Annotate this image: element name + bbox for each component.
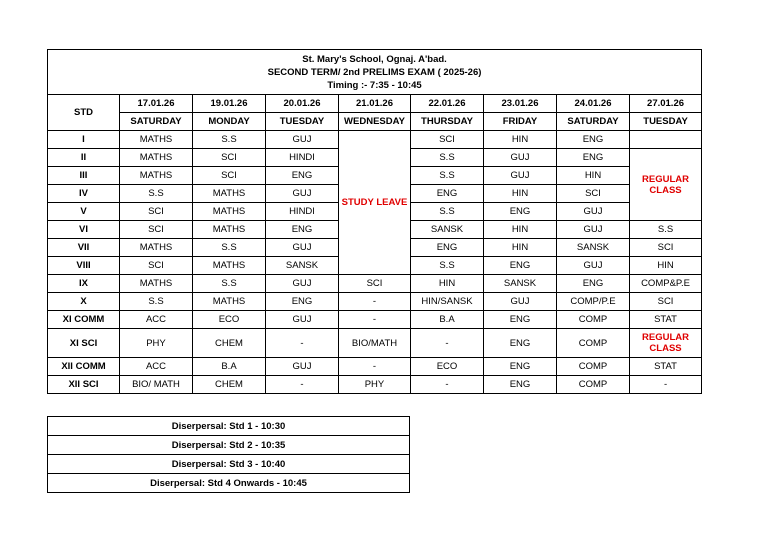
subject-cell: BIO/MATH	[339, 329, 411, 358]
std-cell: XI SCI	[48, 329, 120, 358]
subject-cell: MATHS	[193, 257, 266, 275]
std-cell: XII COMM	[48, 358, 120, 376]
subject-cell: GUJ	[484, 293, 557, 311]
subject-cell: PHY	[339, 376, 411, 394]
subject-cell: -	[266, 329, 339, 358]
exam-timing: Timing :- 7:35 - 10:45	[327, 79, 422, 91]
subject-cell: HIN	[411, 275, 484, 293]
subject-cell: ENG	[411, 239, 484, 257]
subject-cell: HINDI	[266, 203, 339, 221]
subject-cell: SCI	[630, 239, 702, 257]
subject-cell: -	[339, 358, 411, 376]
subject-cell: ENG	[411, 185, 484, 203]
subject-cell: SANSK	[411, 221, 484, 239]
table-row	[48, 358, 702, 376]
subject-cell: HIN	[484, 131, 557, 149]
day-header: TUESDAY	[266, 113, 339, 131]
subject-cell: S.S	[630, 221, 702, 239]
subject-cell: SANSK	[266, 257, 339, 275]
subject-cell: S.S	[120, 185, 193, 203]
subject-cell: MATHS	[120, 131, 193, 149]
subject-cell: COMP	[557, 329, 630, 358]
subject-cell: -	[339, 293, 411, 311]
std-cell: V	[48, 203, 120, 221]
subject-cell: MATHS	[120, 275, 193, 293]
std-cell: XI COMM	[48, 311, 120, 329]
subject-cell: GUJ	[266, 275, 339, 293]
subject-cell: BIO/ MATH	[120, 376, 193, 394]
day-header: SATURDAY	[120, 113, 193, 131]
subject-cell: S.S	[411, 257, 484, 275]
subject-cell: GUJ	[484, 149, 557, 167]
day-header: TUESDAY	[630, 113, 702, 131]
subject-cell: -	[266, 376, 339, 394]
subject-cell: COMP&P.E	[630, 275, 702, 293]
exam-schedule-table	[47, 49, 702, 394]
subject-cell: GUJ	[557, 257, 630, 275]
subject-cell: GUJ	[266, 311, 339, 329]
subject-cell: HINDI	[266, 149, 339, 167]
std-cell: VIII	[48, 257, 120, 275]
dispersal-row: Diserpersal: Std 2 - 10:35	[48, 436, 410, 455]
subject-cell: GUJ	[266, 185, 339, 203]
subject-cell: HIN	[484, 239, 557, 257]
subject-cell: MATHS	[120, 149, 193, 167]
subject-cell: GUJ	[484, 167, 557, 185]
std-cell: VI	[48, 221, 120, 239]
subject-cell: ENG	[557, 149, 630, 167]
std-cell: IV	[48, 185, 120, 203]
table-row	[48, 275, 702, 293]
school-name: St. Mary's School, Ognaj. A'bad.	[302, 53, 447, 65]
std-cell: VII	[48, 239, 120, 257]
table-row	[48, 293, 702, 311]
regular-class-cell: REGULAR CLASS	[630, 329, 702, 358]
subject-cell: ENG	[484, 257, 557, 275]
table-row	[48, 329, 702, 358]
table-row	[48, 376, 702, 394]
subject-cell: CHEM	[193, 376, 266, 394]
dispersal-row: Diserpersal: Std 4 Onwards - 10:45	[48, 474, 410, 493]
std-cell: X	[48, 293, 120, 311]
subject-cell: ACC	[120, 311, 193, 329]
subject-cell: ENG	[484, 329, 557, 358]
subject-cell: SCI	[193, 149, 266, 167]
subject-cell: -	[411, 376, 484, 394]
date-header: 21.01.26	[339, 95, 411, 113]
subject-cell: ENG	[266, 167, 339, 185]
date-header: 23.01.26	[484, 95, 557, 113]
subject-cell: SCI	[630, 293, 702, 311]
subject-cell: B.A	[193, 358, 266, 376]
subject-cell: SANSK	[557, 239, 630, 257]
subject-cell: -	[411, 329, 484, 358]
subject-cell: HIN	[484, 221, 557, 239]
table-row	[48, 131, 702, 149]
subject-cell: COMP	[557, 311, 630, 329]
day-header: SATURDAY	[557, 113, 630, 131]
date-header: 19.01.26	[193, 95, 266, 113]
subject-cell: S.S	[411, 167, 484, 185]
date-header: 24.01.26	[557, 95, 630, 113]
subject-cell: GUJ	[266, 358, 339, 376]
subject-cell: GUJ	[266, 131, 339, 149]
std-header: STD	[48, 95, 120, 131]
table-row	[48, 311, 702, 329]
dispersal-row: Diserpersal: Std 3 - 10:40	[48, 455, 410, 474]
subject-cell: MATHS	[193, 185, 266, 203]
subject-cell: COMP	[557, 358, 630, 376]
subject-cell: S.S	[120, 293, 193, 311]
subject-cell: SCI	[193, 167, 266, 185]
std-cell: I	[48, 131, 120, 149]
date-header: 22.01.26	[411, 95, 484, 113]
subject-cell: CHEM	[193, 329, 266, 358]
subject-cell: S.S	[411, 203, 484, 221]
day-header: WEDNESDAY	[339, 113, 411, 131]
schedule-title	[48, 50, 702, 95]
exam-name: SECOND TERM/ 2nd PRELIMS EXAM ( 2025-26)	[267, 66, 482, 78]
subject-cell: GUJ	[266, 239, 339, 257]
subject-cell: MATHS	[193, 293, 266, 311]
subject-cell: GUJ	[557, 203, 630, 221]
date-header: 17.01.26	[120, 95, 193, 113]
subject-cell: ENG	[484, 358, 557, 376]
day-header: FRIDAY	[484, 113, 557, 131]
subject-cell: PHY	[120, 329, 193, 358]
date-header: 27.01.26	[630, 95, 702, 113]
subject-cell: HIN	[484, 185, 557, 203]
std-cell: IX	[48, 275, 120, 293]
subject-cell: COMP	[557, 376, 630, 394]
study-leave-cell: STUDY LEAVE	[339, 131, 411, 275]
subject-cell: HIN	[557, 167, 630, 185]
dispersal-row: Diserpersal: Std 1 - 10:30	[48, 417, 410, 436]
subject-cell: -	[630, 376, 702, 394]
subject-cell: S.S	[193, 131, 266, 149]
std-cell: III	[48, 167, 120, 185]
subject-cell: STAT	[630, 358, 702, 376]
std-cell: II	[48, 149, 120, 167]
subject-cell: SCI	[120, 221, 193, 239]
date-header: 20.01.26	[266, 95, 339, 113]
subject-cell: MATHS	[120, 239, 193, 257]
day-header: THURSDAY	[411, 113, 484, 131]
subject-cell: ACC	[120, 358, 193, 376]
subject-cell: -	[339, 311, 411, 329]
dispersal-table	[47, 416, 410, 493]
subject-cell: S.S	[193, 275, 266, 293]
subject-cell: SCI	[411, 131, 484, 149]
day-header: MONDAY	[193, 113, 266, 131]
subject-cell: GUJ	[557, 221, 630, 239]
subject-cell: MATHS	[120, 167, 193, 185]
subject-cell: COMP/P.E	[557, 293, 630, 311]
subject-cell: S.S	[411, 149, 484, 167]
subject-cell: SANSK	[484, 275, 557, 293]
subject-cell: STAT	[630, 311, 702, 329]
subject-cell: ECO	[411, 358, 484, 376]
subject-cell: B.A	[411, 311, 484, 329]
std-cell: XII SCI	[48, 376, 120, 394]
subject-cell: SCI	[120, 203, 193, 221]
subject-cell: SCI	[557, 185, 630, 203]
subject-cell: ECO	[193, 311, 266, 329]
subject-cell: ENG	[266, 293, 339, 311]
subject-cell: ENG	[484, 376, 557, 394]
subject-cell: SCI	[339, 275, 411, 293]
subject-cell: ENG	[557, 275, 630, 293]
subject-cell: HIN/SANSK	[411, 293, 484, 311]
subject-cell: MATHS	[193, 203, 266, 221]
subject-cell: S.S	[193, 239, 266, 257]
empty-cell	[630, 131, 702, 149]
subject-cell: SCI	[120, 257, 193, 275]
subject-cell: ENG	[557, 131, 630, 149]
subject-cell: HIN	[630, 257, 702, 275]
subject-cell: MATHS	[193, 221, 266, 239]
subject-cell: ENG	[266, 221, 339, 239]
subject-cell: ENG	[484, 311, 557, 329]
subject-cell: ENG	[484, 203, 557, 221]
regular-class-cell: REGULAR CLASS	[630, 149, 702, 221]
